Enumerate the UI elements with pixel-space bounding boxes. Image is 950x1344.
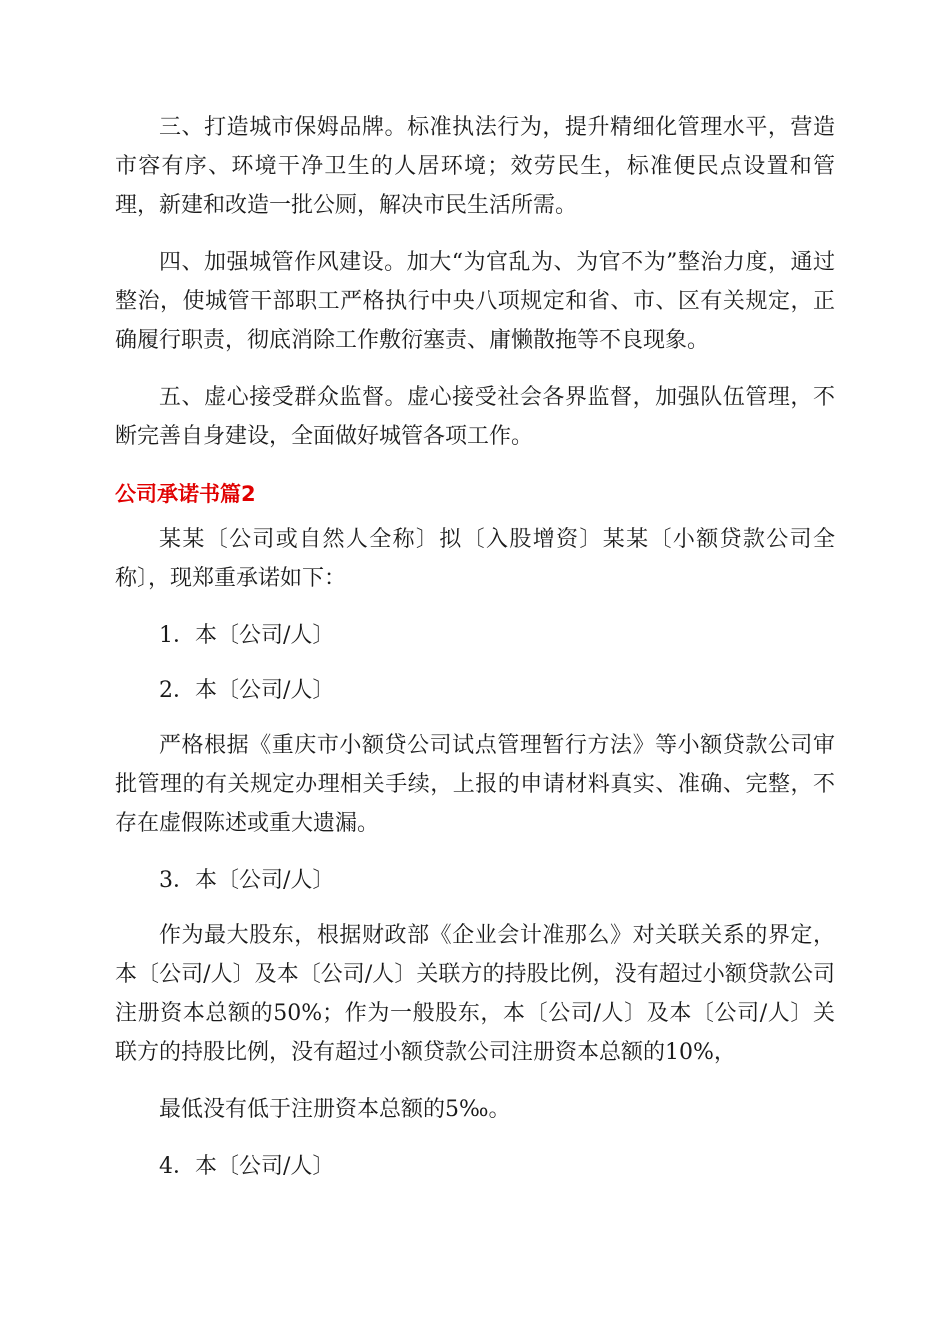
section-heading: 公司承诺书篇2 [115,482,256,506]
item-one: 1．本〔公司/人〕 [159,623,335,648]
document-body [115,108,835,1202]
intro-paragraph: 某某〔公司或自然人全称〕拟〔入股增资〕某某〔小额贷款公司全称〕，现郑重承诺如下： [115,527,835,591]
paragraph-shareholding: 作为最大股东，根据财政部《企业会计准那么》对关联关系的界定，本〔公司/人〕及本〔公司/人〕关联方的持股比例，没有超过小额贷款公司注册资本总额的50%；作为一般股东，本〔公司/人〕及本〔公司/人〕关联方的持股比例，没有超过小额贷款公司注册资本总额的10%， [115,923,835,1065]
item-three: 3．本〔公司/人〕 [159,868,335,893]
paragraph-procedure: 严格根据《重庆市小额贷公司试点管理暂行方法》等小额贷款公司审批管理的有关规定办理相关手续，上报的申请材料真实、准确、完整，不存在虚假陈述或重大遗漏。 [115,733,835,836]
item-two: 2．本〔公司/人〕 [159,678,335,703]
paragraph-three: 三、打造城市保姆品牌。标准执法行为，提升精细化管理水平，营造市容有序、环境干净卫生的人居环境；效劳民生，标准便民点设置和管理，新建和改造一批公厕，解决市民生活所需。 [115,115,835,218]
paragraph-minimum: 最低没有低于注册资本总额的5‰。 [159,1097,511,1122]
paragraph-four: 四、加强城管作风建设。加大“为官乱为、为官不为”整治力度，通过整治，使城管干部职工严格执行中央八项规定和省、市、区有关规定，正确履行职责，彻底消除工作敷衍塞责、庸懒散拖等不良现象。 [115,250,835,353]
item-four: 4．本〔公司/人〕 [159,1154,335,1179]
paragraph-five: 五、虚心接受群众监督。虚心接受社会各界监督，加强队伍管理，不断完善自身建设，全面做好城管各项工作。 [115,385,835,449]
